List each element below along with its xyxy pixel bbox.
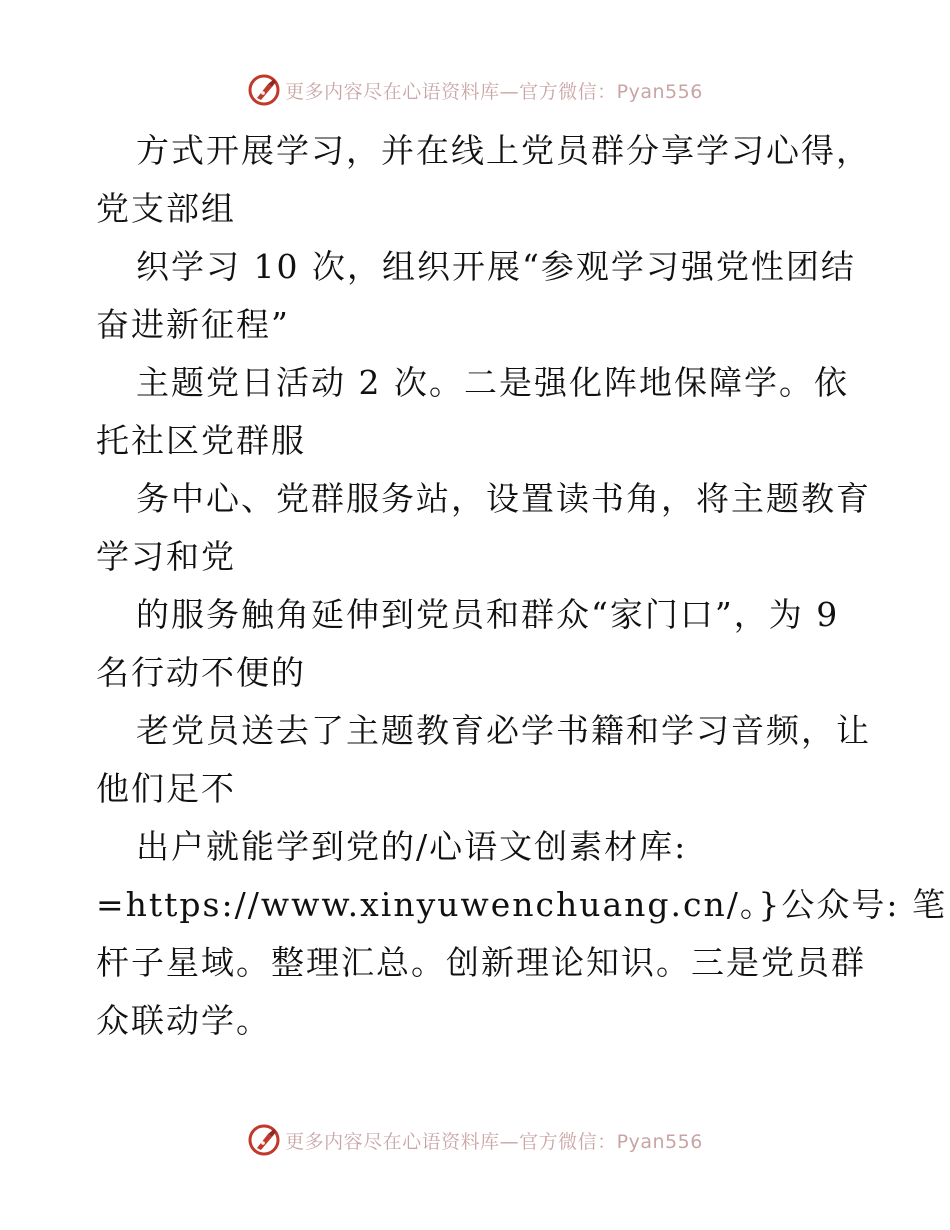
text-line: 织学习 10 次，组织开展“参观学习强党性团结 (136, 247, 856, 286)
text-line: 老党员送去了主题教育必学书籍和学习音频，让 (136, 711, 871, 750)
text-line: 学习和党 (96, 537, 236, 576)
text-line: 主题党日活动 2 次。二是强化阵地保障学。依 (136, 363, 849, 402)
text-line: 奋进新征程” (96, 305, 290, 344)
text-line: 党支部组 (96, 189, 236, 228)
footer-banner-text: 更多内容尽在心语资料库—官方微信：Pyan556 (285, 1130, 703, 1153)
header-banner (0, 70, 950, 110)
pen-nib-logo-icon (247, 73, 281, 107)
text-line: 的服务触角延伸到党员和群众“家门口”，为 9 (136, 595, 840, 634)
document-body (96, 122, 947, 1050)
text-line: 方式开展学习，并在线上党员群分享学习心得， (136, 131, 871, 170)
text-line: 出户就能学到党的/心语文创素材库: (136, 827, 688, 866)
text-line: 名行动不便的 (96, 653, 306, 692)
footer-banner (0, 1120, 950, 1160)
text-line: 众联动学。 (96, 1001, 271, 1040)
text-line: =https://www.xinyuwenchuang.cn/。}公众号: 笔 (96, 885, 947, 924)
text-line: 托社区党群服 (96, 421, 306, 460)
text-line: 杆子星域。整理汇总。创新理论知识。三是党员群 (96, 943, 866, 982)
pen-nib-logo-icon (247, 1123, 281, 1157)
text-line: 务中心、党群服务站，设置读书角，将主题教育 (136, 479, 871, 518)
text-line: 他们足不 (96, 769, 236, 808)
header-banner-text: 更多内容尽在心语资料库—官方微信：Pyan556 (285, 80, 703, 103)
